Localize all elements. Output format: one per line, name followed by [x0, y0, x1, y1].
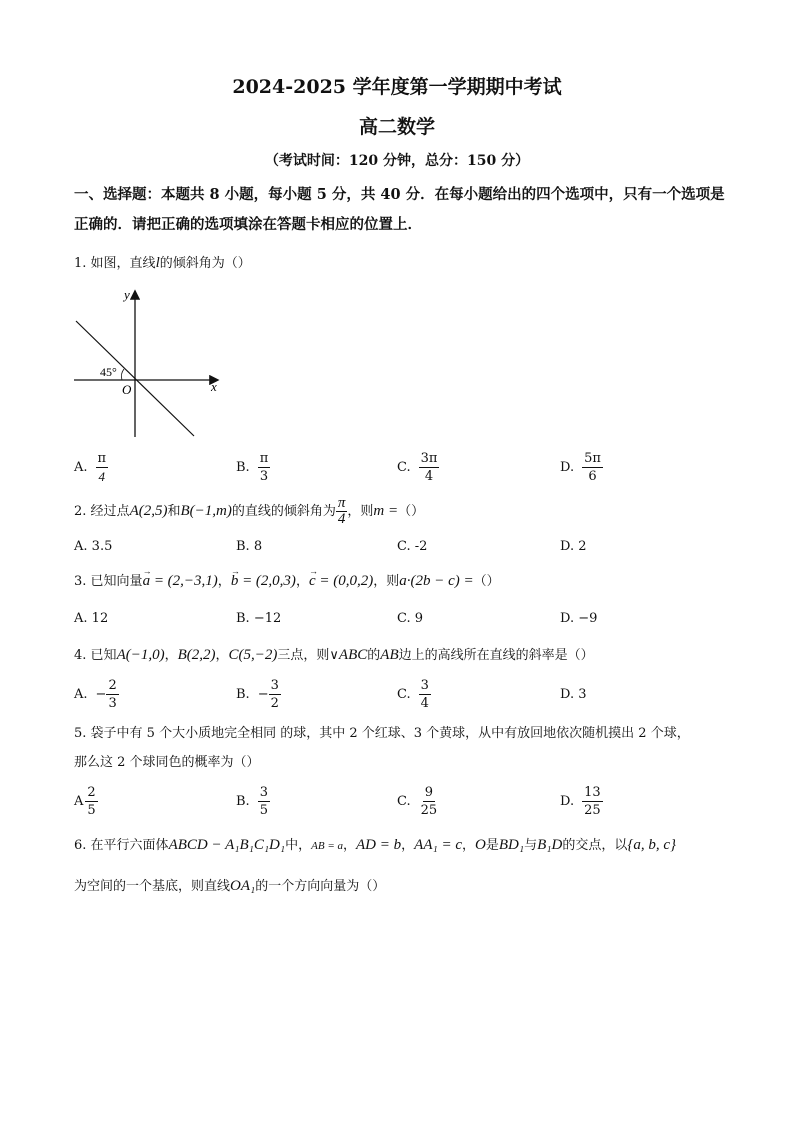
- vector-aa1: AA₁ = c: [414, 837, 462, 853]
- option-b[interactable]: B. $\frac{\pi}{3}$: [236, 450, 269, 484]
- question-4: 4. 已知A(−1,0)，B(2,2)，C(5,−2)三点，则∨ABC的AB边上的高线所在直线的斜率是（）: [74, 647, 594, 663]
- x-label: x: [211, 379, 217, 394]
- q5-options: [74, 783, 734, 819]
- question-5-line-2: 那么这 2 个球同色的概率为（）: [74, 755, 260, 770]
- point-a: A(−1,0): [116, 647, 165, 663]
- question-text: 的倾斜角为（）: [159, 256, 251, 271]
- exam-subject: 高二数学: [358, 116, 435, 138]
- section-instructions: 一、选择题：本题共 8 小题，每小题 5 分，共 40 分．在每小题给出的四个选项中，只有一个选项是正确的．请把正确的选项填涂在答题卡相应的位置上．: [74, 186, 725, 233]
- q1-options: [74, 449, 734, 485]
- option-c[interactable]: C. 9: [397, 610, 424, 626]
- question-3: 3. 已知向量→ a = (2,−3,1)，→ b = (2,0,3)，→ c = (0,0,2)，则a·(2b − c) =（）: [74, 571, 734, 592]
- point-b: B(2,2): [177, 647, 216, 663]
- q1-figure: [72, 285, 222, 445]
- option-fraction: $\frac{5\pi}{6}$: [584, 450, 601, 484]
- option-c[interactable]: C. -2: [397, 538, 428, 554]
- option-d[interactable]: D. $\frac{5\pi}{6}$: [560, 450, 601, 484]
- point-b: B(−1,m): [180, 503, 232, 519]
- option-a[interactable]: A. − $\frac{2}{3}$: [74, 677, 117, 711]
- option-b[interactable]: B. −12: [236, 610, 282, 626]
- option-fraction: $\frac{\pi}{4}$: [97, 450, 107, 484]
- basis-set: {a, b, c}: [627, 837, 676, 853]
- option-a[interactable]: A. 3.5: [74, 538, 113, 554]
- option-fraction: $\frac{3\pi}{4}$: [420, 450, 438, 484]
- option-a[interactable]: A. $\frac{\pi}{4}$: [74, 450, 107, 484]
- vector-b: → b: [231, 571, 239, 591]
- point-c: C(5,−2): [228, 647, 278, 663]
- vector-a: → a: [143, 571, 151, 591]
- exam-info: （考试时间：120 分钟，总分：150 分）: [264, 153, 530, 169]
- question-6-line-2: 为空间的一个基底，则直线OA₁的一个方向向量为（）: [74, 878, 386, 894]
- vector-ab: AB = a: [311, 840, 343, 852]
- option-c[interactable]: C. $\frac{3\pi}{4}$: [397, 450, 438, 484]
- option-d[interactable]: D. 3: [560, 686, 587, 702]
- option-a[interactable]: A $\frac{2}{5}$: [74, 784, 96, 818]
- point-a: A(2,5): [129, 503, 168, 519]
- origin-label: O: [122, 382, 132, 397]
- question-2: 2. 经过点A(2,5)和B(−1,m)的直线的倾斜角为 $\frac{\pi}{4}$ ，则m =（）: [74, 495, 425, 527]
- question-number: 1.: [74, 256, 87, 271]
- q4-options: [74, 676, 734, 712]
- vector-ad: AD = b: [356, 837, 402, 853]
- y-label: y: [124, 287, 130, 302]
- question-1: [74, 253, 734, 274]
- option-b[interactable]: B. 8: [236, 538, 263, 554]
- option-d[interactable]: D. $\frac{13}{25}$: [560, 784, 601, 818]
- dot-product-expression: a·(2b − c) =: [399, 573, 474, 589]
- option-c[interactable]: C. $\frac{9}{25}$: [397, 784, 438, 818]
- option-d[interactable]: D. −9: [560, 610, 598, 626]
- question-text: 如图，直线: [90, 256, 156, 271]
- vector-c: → c: [309, 571, 316, 591]
- q2-options: [74, 528, 734, 564]
- question-6: 6. 在平行六面体ABCD − A₁B₁C₁D₁中，AB = a，AD = b，AA₁ = c，O是BD₁与B₁D的交点，以{a, b, c}: [74, 837, 676, 853]
- option-b[interactable]: B. − $\frac{3}{2}$: [236, 677, 279, 711]
- exam-title: 2024-2025 学年度第一学期期中考试: [232, 76, 562, 98]
- line-variable: l: [155, 255, 160, 271]
- option-a[interactable]: A. 12: [74, 610, 109, 626]
- option-fraction: $\frac{\pi}{3}$: [259, 450, 269, 484]
- parallelepiped: ABCD − A₁B₁C₁D₁: [168, 837, 286, 853]
- question-5: 5. 袋子中有 5 个大小质地完全相同 的球，其中 2 个红球、3 个黄球，从中有放回地依次随机摸出 2 个球，: [74, 726, 690, 741]
- option-b[interactable]: B. $\frac{3}{5}$: [236, 784, 268, 818]
- option-d[interactable]: D. 2: [560, 538, 587, 554]
- coordinate-graph: [72, 285, 222, 445]
- angle-label: 45°: [100, 365, 117, 379]
- angle-arc: [121, 369, 124, 380]
- option-c[interactable]: C. $\frac{3}{4}$: [397, 677, 429, 711]
- q3-options: [74, 600, 734, 636]
- angle-fraction: $\frac{\pi}{4}$: [337, 495, 346, 527]
